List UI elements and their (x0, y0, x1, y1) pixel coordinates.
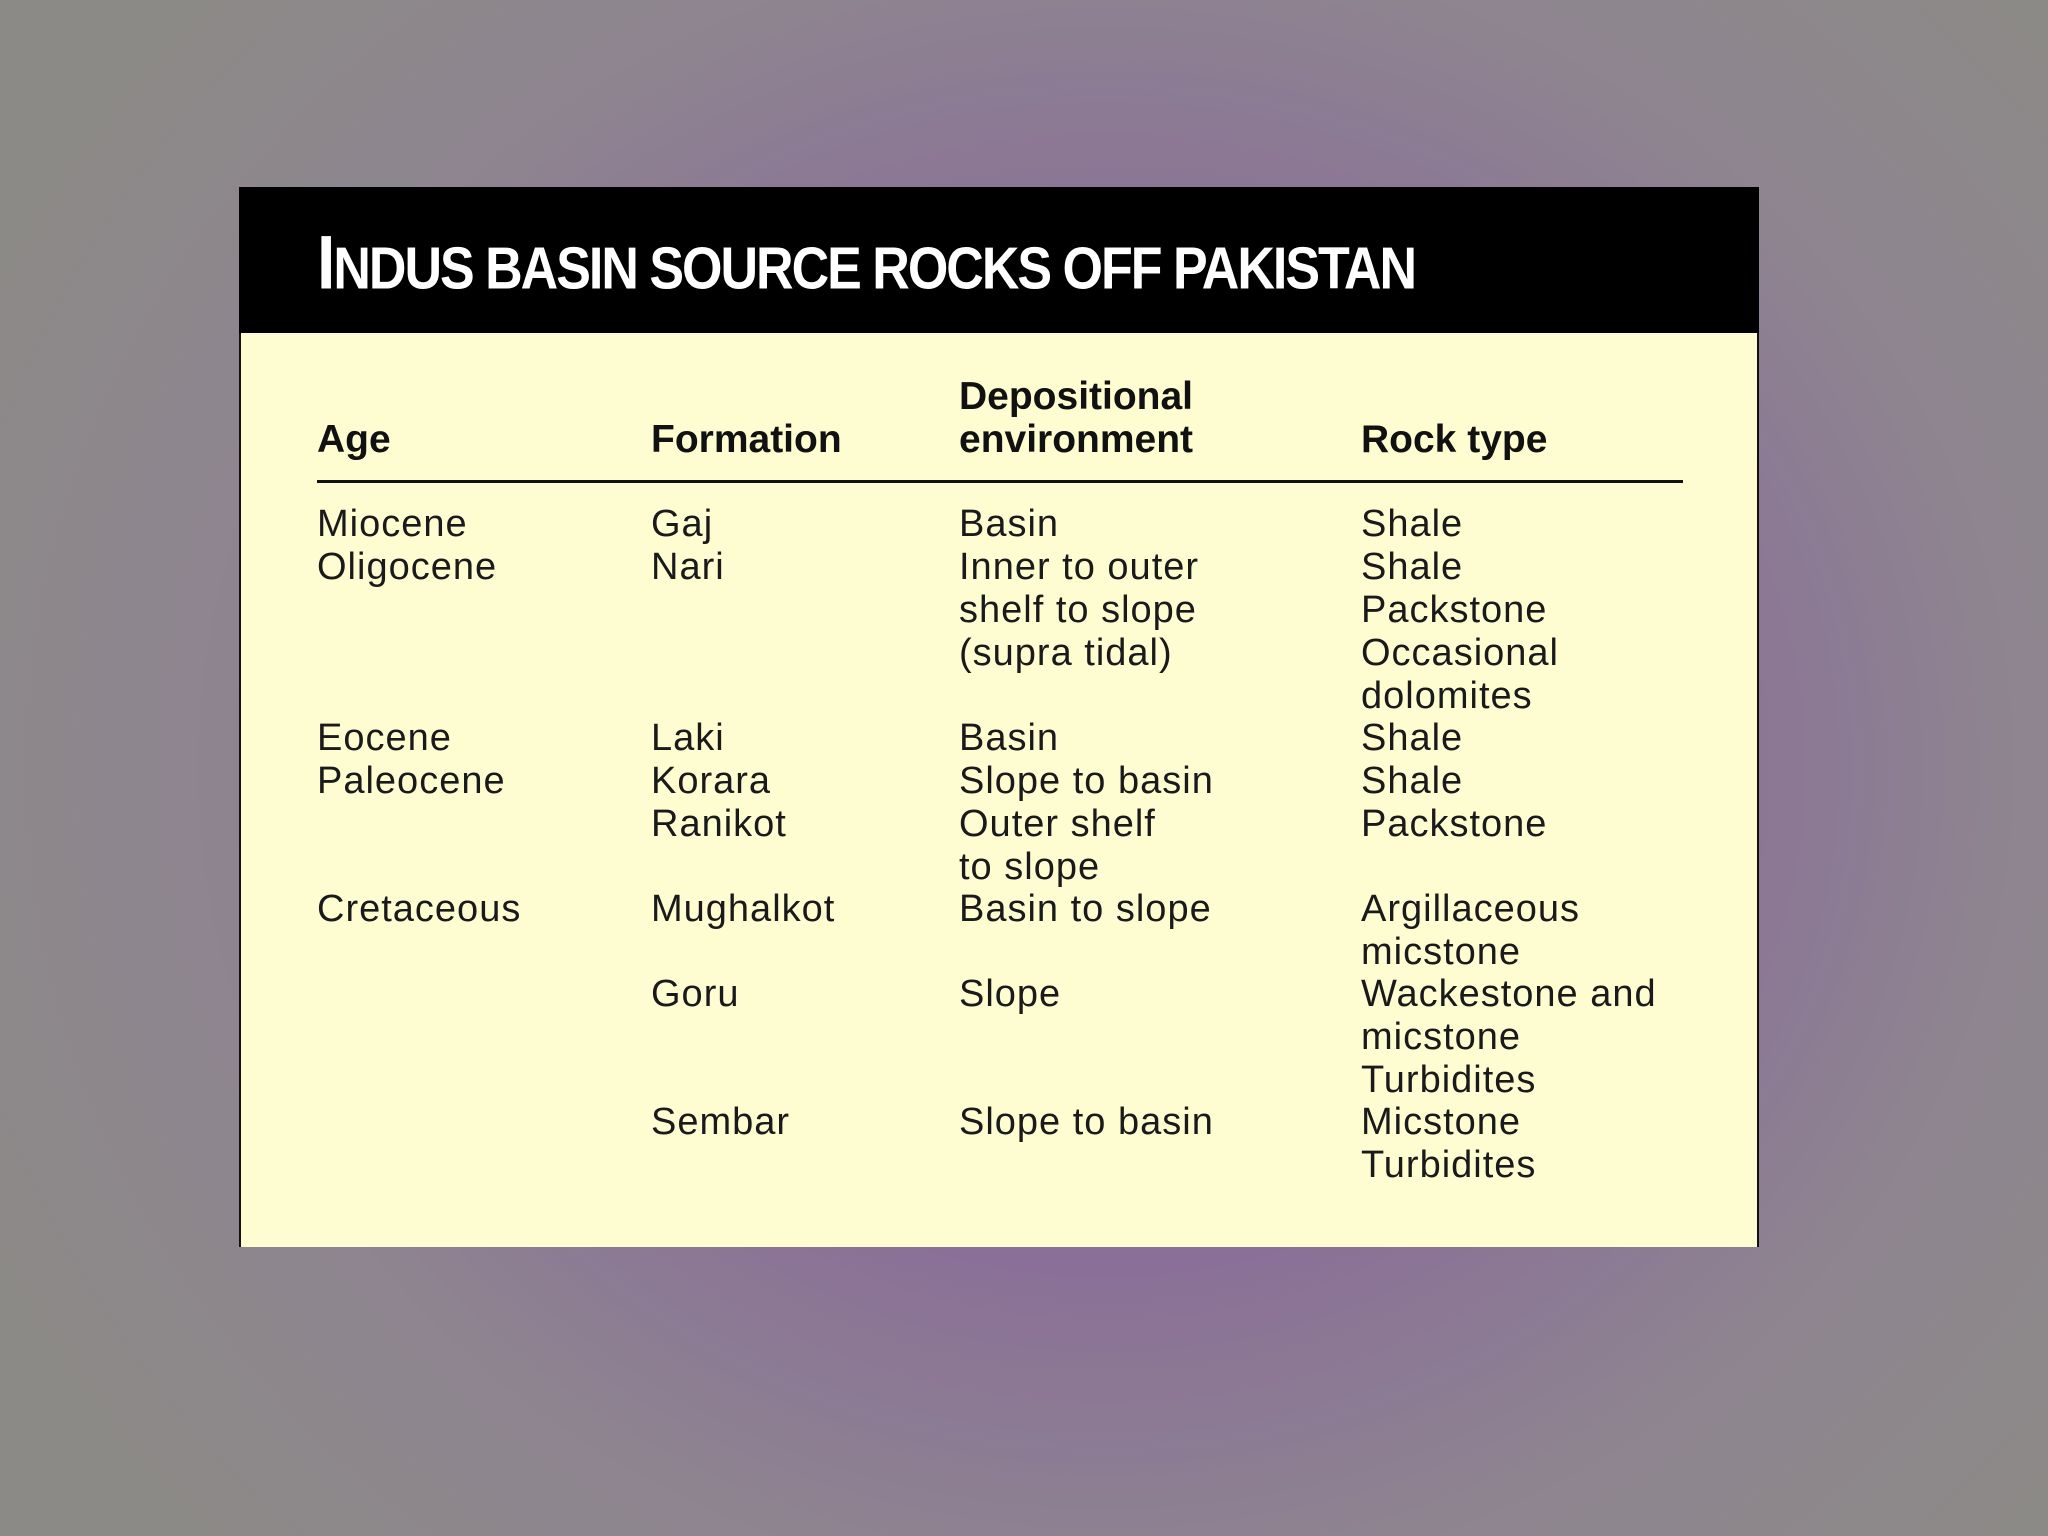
header-divider (317, 480, 1683, 483)
cell-rock-type: Packstone (1361, 803, 1548, 845)
cell-age: Eocene (317, 717, 452, 759)
cell-age: Miocene (317, 503, 468, 545)
header-rock-type: Rock type (1361, 418, 1548, 461)
header-environment-line2: environment (959, 418, 1194, 461)
header-formation: Formation (651, 418, 842, 461)
cell-environment: Outer shelf to slope (959, 803, 1156, 888)
cell-age: Cretaceous (317, 888, 522, 930)
cell-formation: Korara (651, 760, 772, 802)
cell-formation: Gaj (651, 503, 714, 545)
cell-environment: Slope to basin (959, 760, 1214, 802)
cell-formation: Nari (651, 546, 725, 588)
cell-formation: Laki (651, 717, 725, 759)
cell-rock-type: Shale (1361, 760, 1464, 802)
cell-rock-type: Micstone Turbidites (1361, 1101, 1537, 1186)
cell-environment: Basin (959, 717, 1060, 759)
slide-panel (239, 187, 1759, 1247)
cell-age: Oligocene (317, 546, 498, 588)
header-age: Age (317, 418, 391, 461)
cell-formation: Mughalkot (651, 888, 836, 930)
cell-formation: Sembar (651, 1101, 791, 1143)
header-environment-line1: Depositional (959, 375, 1194, 418)
cell-environment: Basin to slope (959, 888, 1212, 930)
cell-rock-type: Shale (1361, 717, 1464, 759)
cell-environment: Slope to basin (959, 1101, 1214, 1143)
cell-rock-type: Argillaceous micstone (1361, 888, 1580, 973)
title-bar (239, 187, 1759, 333)
cell-formation: Goru (651, 973, 740, 1015)
slide-title: INDUS BASIN SOURCE ROCKS OFF PAKISTAN (317, 219, 1416, 305)
table-header-row (317, 375, 1683, 475)
cell-rock-type: Shale (1361, 503, 1464, 545)
cell-formation: Ranikot (651, 803, 787, 845)
cell-age: Paleocene (317, 760, 506, 802)
cell-environment: Basin (959, 503, 1060, 545)
cell-environment: Slope (959, 973, 1062, 1015)
cell-rock-type: Shale Packstone Occasional dolomites (1361, 546, 1559, 717)
cell-environment: Inner to outer shelf to slope (supra tidal) (959, 546, 1200, 674)
cell-rock-type: Wackestone and micstone Turbidites (1361, 973, 1657, 1101)
